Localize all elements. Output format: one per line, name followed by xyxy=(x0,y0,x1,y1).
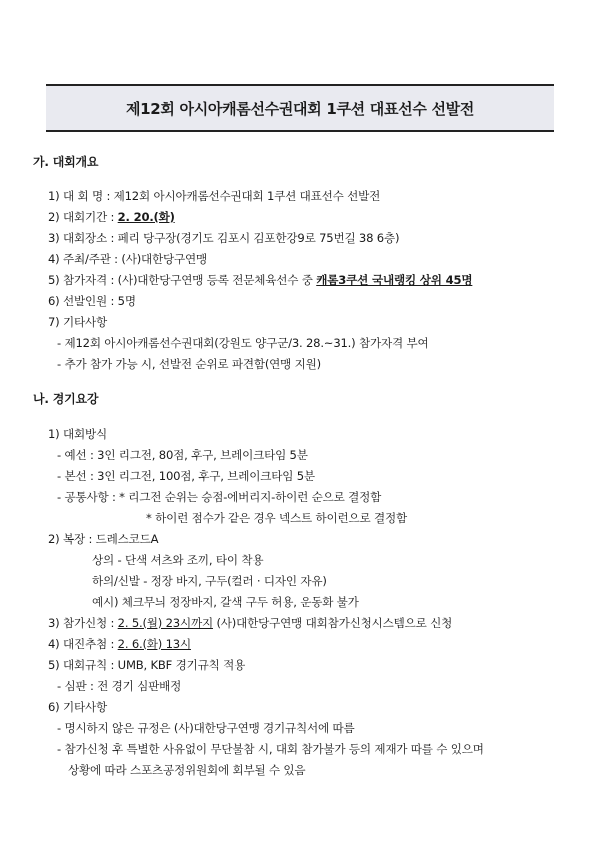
section-b-other-item-2-cont: 상황에 따라 스포츠공정위원회에 회부될 수 있음 xyxy=(68,763,306,777)
dress-bottom-line: 하의/신발 - 정장 바지, 구두(컬러 · 디자인 자유) xyxy=(92,574,327,588)
document-title: 제12회 아시아캐롬선수권대회 1쿠션 대표선수 선발전 xyxy=(125,99,475,118)
section-a-other-heading: 7) 기타사항 xyxy=(48,315,107,329)
period-value: 2. 20.(화) xyxy=(117,210,175,224)
section-b-other-item-2: - 참가신청 후 특별한 사유없이 무단불참 시, 대회 참가불가 등의 제재가 따를 수 있으며 xyxy=(57,742,484,756)
prelim-line: - 예선 : 3인 리그전, 80점, 후구, 브레이크타임 5분 xyxy=(57,448,308,462)
main-line: - 본선 : 3인 리그전, 100점, 후구, 브레이크타임 5분 xyxy=(57,469,315,483)
apply-label: 3) 참가신청 : xyxy=(48,616,118,630)
draw-line xyxy=(48,636,191,652)
period-line xyxy=(48,209,175,225)
eligibility-value: 캐롬3쿠션 국내랭킹 상위 45명 xyxy=(316,273,473,287)
section-a-other-item-1: - 제12회 아시아캐롬선수권대회(강원도 양구군/3. 28.~31.) 참가자격 부여 xyxy=(57,336,429,350)
event-name-line: 1) 대 회 명 : 제12회 아시아캐롬선수권대회 1쿠션 대표선수 선발전 xyxy=(48,189,381,203)
common-line-2: * 하이런 점수가 같은 경우 넥스트 하이런으로 결정함 xyxy=(146,511,407,525)
eligibility-line xyxy=(48,272,472,288)
draw-value: 2. 6.(화) 13시 xyxy=(117,637,191,651)
apply-value: 2. 5.(월) 23시까지 xyxy=(117,616,213,630)
document-title-box xyxy=(46,84,554,132)
common-line-1: - 공통사항 : * 리그전 순위는 승점-에버리지-하이런 순으로 결정함 xyxy=(57,490,382,504)
apply-rest: (사)대한당구연맹 대회참가신청시스템으로 신청 xyxy=(212,616,453,630)
dress-heading: 2) 복장 : 드레스코드A xyxy=(48,532,159,546)
section-b-other-item-1: - 명시하지 않은 규정은 (사)대한당구연맹 경기규칙서에 따름 xyxy=(57,721,355,735)
format-heading: 1) 대회방식 xyxy=(48,427,107,441)
dress-example-line: 예시) 체크무늬 정장바지, 갈색 구두 허용, 운동화 불가 xyxy=(92,595,359,609)
referee-line: - 심판 : 전 경기 심판배정 xyxy=(57,679,182,693)
host-line: 4) 주최/주관 : (사)대한당구연맹 xyxy=(48,252,208,266)
section-b-other-heading: 6) 기타사항 xyxy=(48,700,107,714)
venue-line: 3) 대회장소 : 페리 당구장(경기도 김포시 김포한강9로 75번길 38 6층) xyxy=(48,231,400,245)
section-a-other-item-2: - 추가 참가 가능 시, 선발전 순위로 파견함(연맹 지원) xyxy=(57,357,321,371)
section-b-heading: 나. 경기요강 xyxy=(33,392,99,406)
quota-line: 6) 선발인원 : 5명 xyxy=(48,294,136,308)
dress-top-line: 상의 - 단색 셔츠와 조끼, 타이 착용 xyxy=(92,553,264,567)
period-label: 2) 대회기간 : xyxy=(48,210,118,224)
eligibility-label: 5) 참가자격 : (사)대한당구연맹 등록 전문체육선수 중 xyxy=(48,273,317,287)
apply-line xyxy=(48,615,452,631)
draw-label: 4) 대진추첨 : xyxy=(48,637,118,651)
rules-line: 5) 대회규칙 : UMB, KBF 경기규칙 적용 xyxy=(48,658,246,672)
section-a-heading: 가. 대회개요 xyxy=(33,155,99,169)
